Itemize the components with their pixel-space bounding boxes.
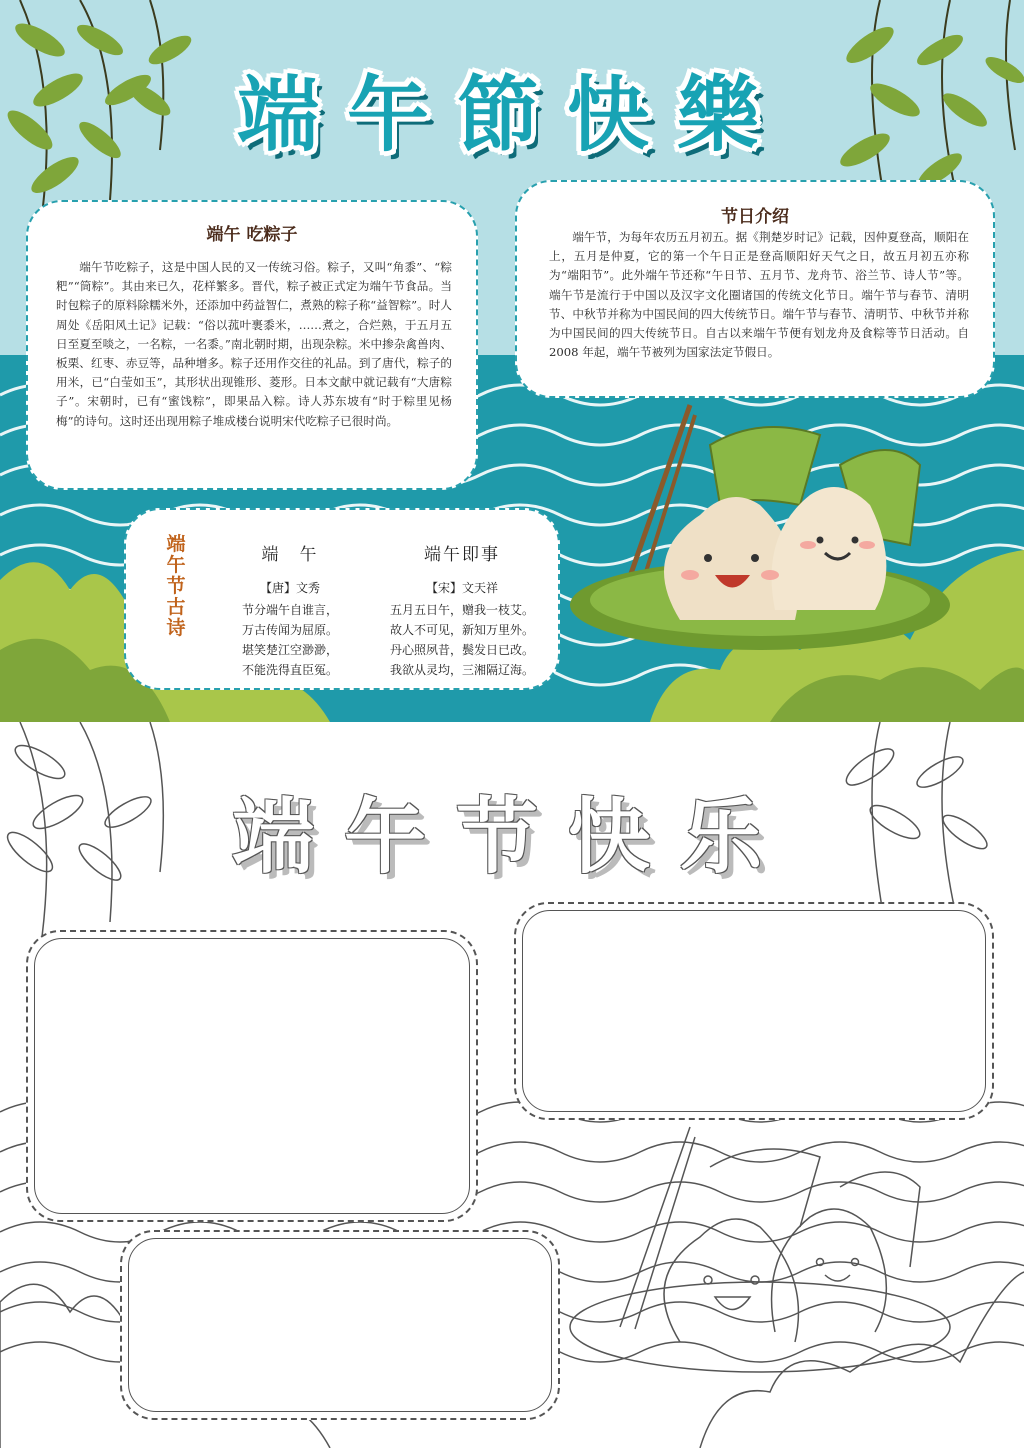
poem-author: 【唐】文秀 [259, 581, 320, 595]
blank-writing-box [120, 1230, 560, 1420]
poem-title: 端午即事 [424, 545, 500, 565]
poem-line: 不能洗得直臣冤。 [241, 663, 338, 677]
poems-card [124, 508, 560, 690]
poem-line: 堪笑楚江空渺渺， [241, 643, 338, 657]
poem-title: 端 午 [261, 545, 319, 565]
poem-line: 万古传闻为屈原。 [241, 623, 338, 637]
poem [210, 540, 370, 680]
poem-line: 五月五日午，赠我一枝艾。 [389, 603, 534, 617]
intro-card [515, 180, 995, 398]
zongzi-card-text: 端午节吃粽子，这是中国人民的又一传统习俗。粽子，又叫“角黍”、“粽粑”“筒粽”。其由来已久，花样繁多。晋代，粽子被正式定为端午节食品。当时包粽子的原料除糯米外，还添加中药益智仁，煮熟的粽子称“益智粽”。时人周处《岳阳风土记》记载：“俗以菰叶裹黍米，……煮之，合烂熟，于五月五日至夏至啖之，一名粽，一名黍。”南北朝时期，出现杂粽。米中掺杂禽兽肉、板栗、红枣、赤豆等，品种增多。粽子还用作交往的礼品。到了唐代，粽子的用米，已“白莹如玉”，其形状出现锥形、菱形。日本文献中就记载有“大唐粽子”。宋朝时，已有“蜜饯粽”，即果品入粽。诗人苏东坡有“时于粽里见杨梅”的诗句。这时还出现用粽子堆成楼台说明宋代吃粽子已很时尚。 [56, 260, 452, 428]
colored-page [0, 0, 1024, 722]
poems-side-title: 端午节古诗 [166, 533, 186, 639]
poem-line: 节分端午自谁言， [241, 603, 338, 617]
zongzi-illustration [570, 395, 970, 660]
outline-page [0, 722, 1024, 1448]
poem [382, 540, 542, 680]
page-title: 端午節快樂 [236, 68, 787, 163]
intro-card-title: 节日介绍 [721, 207, 789, 227]
poem-line: 丹心照夙昔，鬓发日已改。 [389, 643, 534, 657]
poem-author: 【宋】文天祥 [425, 581, 498, 595]
outline-title: 端午节快乐 [231, 790, 792, 885]
poem-line: 我欲从灵均，三湘隔辽海。 [389, 663, 534, 677]
zongzi-card-title: 端午 吃粽子 [206, 225, 298, 245]
blank-writing-box [514, 902, 994, 1120]
intro-card-text: 端午节，为每年农历五月初五。据《荆楚岁时记》记载，因仲夏登高，顺阳在上，五月是仲夏，它的第一个午日正是登高顺阳好天气之日，故五月初五亦称为“端阳节”。此外端午节还称“午日节、五月节、龙舟节、浴兰节、诗人节”等。 端午节是流行于中国以及汉字文化圈诸国的传统文化节日。端午节与春节、清明节、中秋节并称为中国民间的四大传统节日。端午节与春节、清明节、中秋节并称为中国民间的四大传统节日。自古以来端午节便有划龙舟及食粽等节日活动。自2008 年起，端午节被列为国家法定节假日。 [549, 230, 969, 360]
zongzi-card [26, 200, 478, 490]
blank-writing-box [26, 930, 478, 1222]
poem-line: 故人不可见，新知万里外。 [389, 623, 534, 637]
